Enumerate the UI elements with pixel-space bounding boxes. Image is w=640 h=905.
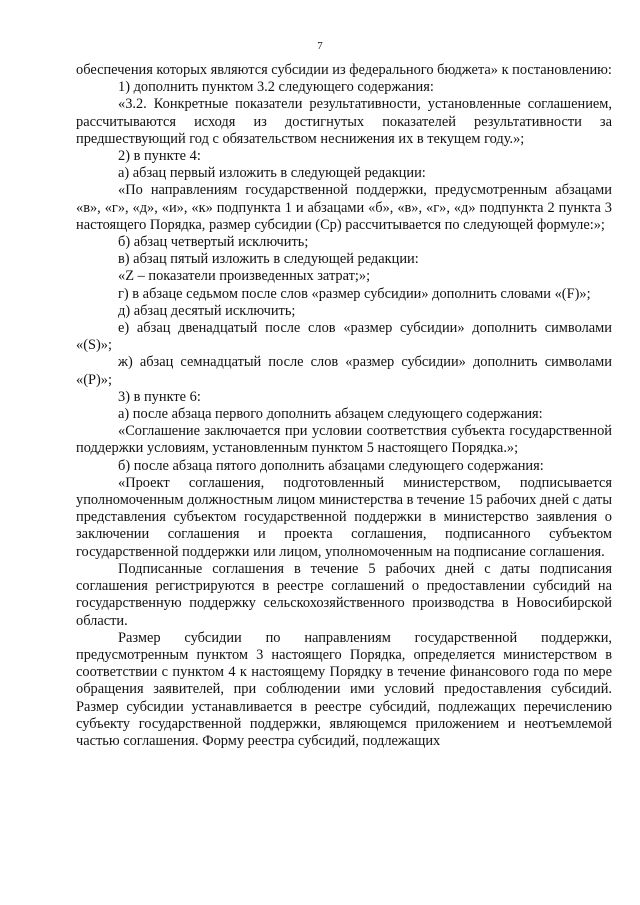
paragraph: 1) дополнить пунктом 3.2 следующего содержания:: [118, 79, 434, 96]
paragraph: б) абзац четвертый исключить;: [118, 234, 309, 251]
paragraph: ж) абзац семнадцатый после слов «размер субсидии» дополнить символами «(P)»;: [76, 354, 612, 388]
paragraph: а) после абзаца первого дополнить абзацем следующего содержания:: [118, 406, 543, 423]
paragraph: «По направлениям государственной поддержки, предусмотренным абзацами «в», «г», «д», «и», «к» подпункта 1 и абзацами «б», «в», «г», «д» подпункта 2 пункта 3 настоящего Порядка, размер субсидии (Ср) рассчитывается по следующей формуле:»;: [76, 182, 612, 233]
paragraph: «Z – показатели произведенных затрат;»;: [118, 268, 371, 285]
document-body: [76, 62, 612, 750]
paragraph: г) в абзаце седьмом после слов «размер субсидии» дополнить словами «(F)»;: [118, 285, 591, 302]
paragraph: «Соглашение заключается при условии соответствия субъекта государственной поддержки условиям, установленным пунктом 5 настоящего Порядка.»;: [76, 423, 612, 457]
paragraph: «3.2. Конкретные показатели результативности, установленные соглашением, рассчитываются исходя из достигнутых показателей результативности за предшествующий год с обязательством неснижения их в текущем году.»;: [76, 96, 612, 147]
paragraph: а) абзац первый изложить в следующей редакции:: [118, 165, 426, 182]
paragraph: 3) в пункте 6:: [118, 388, 201, 405]
paragraph: Подписанные соглашения в течение 5 рабочих дней с даты подписания соглашения регистрируются в реестре соглашений о предоставлении субсидий на государственную поддержку сельскохозяйственного производства в Новосибирской области.: [76, 560, 612, 629]
page-number: 7: [317, 40, 323, 52]
paragraph: д) абзац десятый исключить;: [118, 302, 296, 319]
paragraph: обеспечения которых являются субсидии из федерального бюджета» к постановлению:: [76, 62, 612, 78]
paragraph: 2) в пункте 4:: [118, 148, 201, 165]
paragraph: е) абзац двенадцатый после слов «размер субсидии» дополнить символами «(S)»;: [76, 320, 612, 354]
paragraph: в) абзац пятый изложить в следующей редакции:: [118, 251, 419, 268]
paragraph: б) после абзаца пятого дополнить абзацами следующего содержания:: [118, 457, 544, 474]
paragraph: Размер субсидии по направлениям государственной поддержки, предусмотренным пунктом 3 настоящего Порядка, определяется министерством в соответствии с пунктом 4 к настоящему Порядку в течение финансового года по мере обращения заявителей, при соблюдении ими условий предоставления субсидий. Размер субсидии устанавливается в реестре субсидий, подлежащих перечислению субъекту государственной поддержки, являющемся приложением и неотъемлемой частью соглашения. Форму реестра субсидий, подлежащих: [76, 629, 612, 749]
paragraph: «Проект соглашения, подготовленный министерством, подписывается уполномоченным должностным лицом министерства в течение 15 рабочих дней с даты представления субъектом государственной поддержки в министерство заявления о заключении соглашения и проекта соглашения, подписанного субъектом государственной поддержки или лицом, уполномоченным на подписание соглашения.: [76, 474, 612, 560]
